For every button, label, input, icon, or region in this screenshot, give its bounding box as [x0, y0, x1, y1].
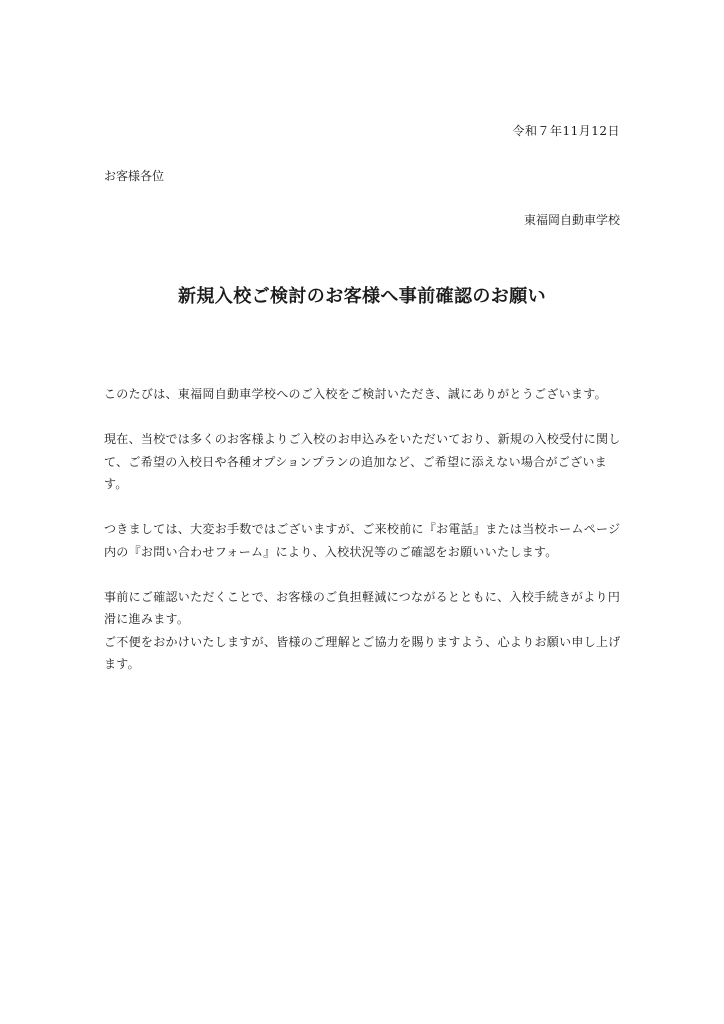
body-paragraph-closing: ご不便をおかけいたしますが、皆様のご理解とご協力を賜りますよう、心よりお願い申し上げます。	[104, 634, 621, 671]
letter-title: 新規入校ご検討のお客様へ事前確認のお願い	[178, 286, 546, 307]
letter-sender: 東福岡自動車学校	[523, 213, 620, 227]
body-paragraph-greeting: このたびは、東福岡自動車学校へのご入校をご検討いただき、誠にありがとうございます。	[104, 387, 607, 401]
letter-recipient: お客様各位	[104, 169, 165, 183]
body-paragraph-situation: 現在、当校では多くのお客様よりご入校のお申込みをいただいており、新規の入校受付に関して、ご希望の入校日や各種オプションプランの追加など、ご希望に添えない場合がございます。	[104, 432, 621, 491]
letter-date: 令和７年11月12日	[512, 124, 620, 138]
letter-body	[104, 383, 624, 676]
body-paragraph-request: つきましては、大変お手数ではございますが、ご来校前に『お電話』または当校ホームページ内の『お問い合わせフォーム』により、入校状況等のご確認をお願いいたします。	[104, 522, 621, 559]
body-paragraph-benefit: 事前にご確認いただくことで、お客様のご負担軽減につながるとともに、入校手続きがより円滑に進みます。	[104, 589, 621, 626]
